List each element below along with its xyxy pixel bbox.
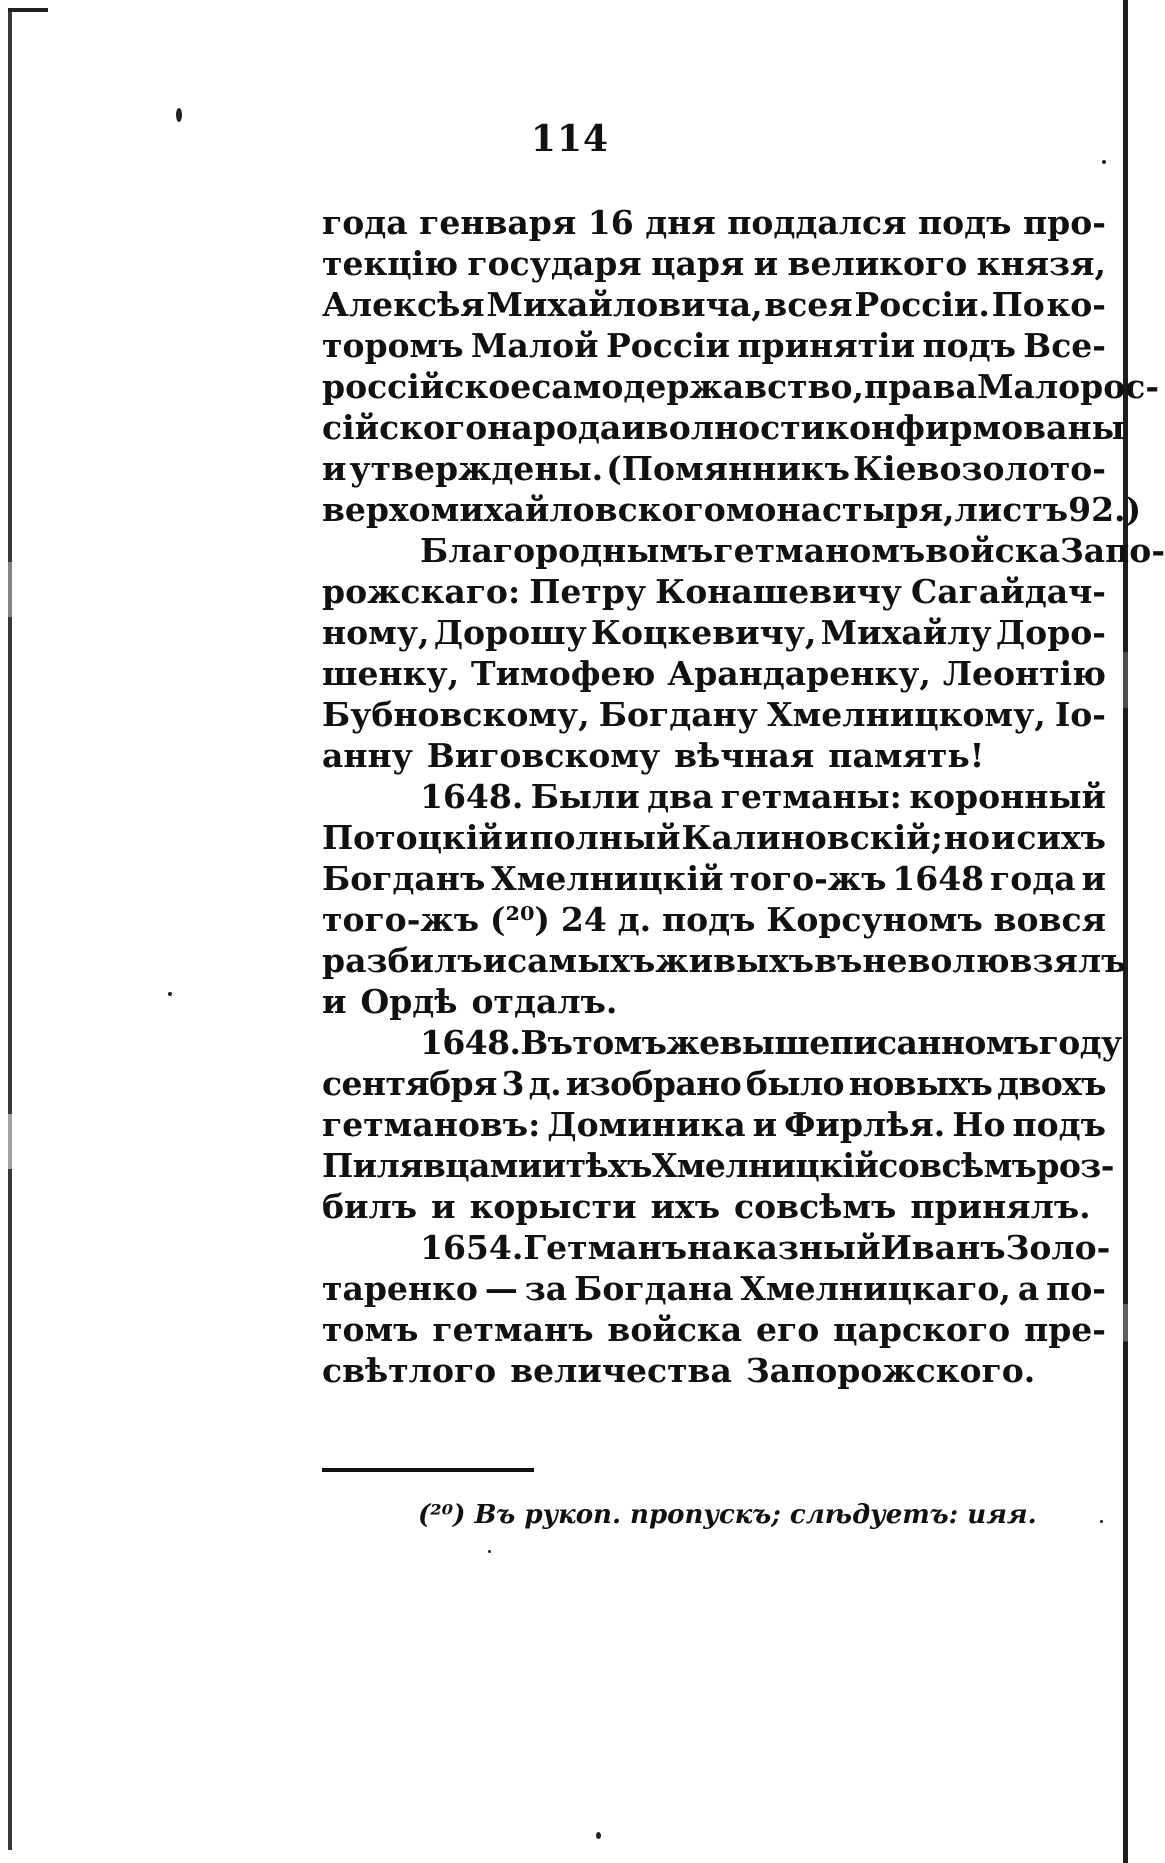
word: томъ (572, 1023, 667, 1062)
scan-edge-left (8, 10, 12, 1850)
word: полный (529, 818, 681, 857)
word: ихъ (650, 1187, 721, 1226)
word: гетманы: (720, 777, 902, 816)
word: государя (467, 244, 642, 283)
word: Малорос- (976, 367, 1160, 406)
word: Все- (1023, 326, 1106, 365)
word: верхомихайловского (322, 490, 726, 529)
word: д. (617, 900, 652, 939)
word: шенку, (322, 654, 460, 693)
word: Потоцкій (322, 818, 503, 857)
word: подъ (1012, 1105, 1106, 1144)
word: текцію (322, 244, 459, 283)
word: неволю (862, 941, 1010, 980)
word: Хмелницкій (651, 1146, 879, 1185)
word: подъ (661, 900, 756, 939)
word: корысти (469, 1187, 637, 1226)
word: за (524, 1269, 568, 1308)
word: 1648. (420, 777, 524, 816)
word: листъ (954, 490, 1069, 529)
word: и (1081, 859, 1106, 898)
word: Въ (520, 1023, 573, 1062)
word: принятіи (737, 326, 916, 365)
text-line (322, 694, 1106, 735)
word: самыхъ (507, 941, 656, 980)
word: Хмелницкому, (767, 695, 1046, 734)
text-line (322, 1268, 1106, 1309)
word: и (482, 941, 508, 980)
text-line (322, 407, 1125, 448)
word: Но (952, 1105, 1006, 1144)
word: народа (487, 408, 622, 447)
text-line (322, 1309, 1106, 1350)
word: дня (645, 203, 716, 242)
word: Бубновскому, (322, 695, 590, 734)
word: (²⁰) (489, 900, 551, 939)
word: вѣчная (674, 736, 815, 775)
word: россійское (322, 367, 532, 406)
word: самодержавство, (531, 367, 865, 406)
word: Были (530, 777, 640, 816)
word: 1654. (420, 1228, 524, 1267)
word: и (322, 982, 347, 1021)
word: Гетманъ (523, 1228, 688, 1267)
word: Михайлу (820, 613, 992, 652)
word: Иванъ (880, 1228, 1006, 1267)
word: Богдану (598, 695, 758, 734)
word: Богдана (574, 1269, 734, 1308)
word: царя (651, 244, 745, 283)
word: права (864, 367, 977, 406)
word: пре- (1024, 1310, 1106, 1349)
word: Россіи. (854, 285, 990, 324)
word: рожскаго: (322, 572, 521, 611)
word: того-жъ (322, 900, 480, 939)
word: изобрано (565, 1064, 742, 1103)
word: Богданъ (322, 859, 486, 898)
text-line (322, 284, 1106, 325)
word: Арандаренку, (667, 654, 931, 693)
text-line (322, 612, 1106, 653)
word: принялъ. (910, 1187, 1091, 1226)
word: По (991, 285, 1045, 324)
word: было (745, 1064, 844, 1103)
text-line (322, 735, 1106, 776)
word: монастыря, (725, 490, 955, 529)
word: царского (833, 1310, 1011, 1349)
word: Благороднымъ (420, 531, 714, 570)
word: года (322, 203, 408, 242)
word: свѣтлого (322, 1351, 497, 1390)
word: Фирлѣя. (784, 1105, 946, 1144)
text-line (322, 940, 1127, 981)
word: великого (787, 244, 968, 283)
word: совсѣмъ (734, 1187, 897, 1226)
word: роз- (1036, 1146, 1114, 1185)
word: князя, (976, 244, 1106, 283)
word: новыхъ (848, 1064, 993, 1103)
text-line (322, 1227, 1111, 1268)
text-line (322, 817, 1106, 858)
word: двохъ (997, 1064, 1106, 1103)
scan-speck (488, 1550, 491, 1553)
word: Калиновскій; (681, 818, 943, 857)
word: — (484, 1269, 518, 1308)
scan-speck (596, 1832, 601, 1839)
word: Хмелницкій (491, 859, 724, 898)
word: взялъ (1009, 941, 1127, 980)
text-line (322, 1350, 1106, 1391)
word: ному, (322, 613, 430, 652)
text-line (322, 571, 1106, 612)
word: Кіевозолото- (853, 449, 1106, 488)
page-number: 114 (530, 118, 610, 160)
word: Конашевичу (655, 572, 902, 611)
word: Доминика (547, 1105, 746, 1144)
word: войска (925, 531, 1060, 570)
word: анну (322, 736, 413, 775)
word: Доро- (995, 613, 1106, 652)
word: Петру (529, 572, 647, 611)
scan-edge-right (1123, 0, 1128, 1863)
word: а (1017, 1269, 1040, 1308)
word: гетманъ (432, 1310, 594, 1349)
scan-speck (168, 992, 172, 996)
text-line (322, 489, 1142, 530)
word: Запорожского. (745, 1351, 1036, 1390)
word: Іо- (1054, 695, 1106, 734)
word: 16 (587, 203, 634, 242)
word: же (666, 1023, 720, 1062)
word: Сагайдач- (911, 572, 1106, 611)
word: и (322, 449, 347, 488)
word: билъ (322, 1187, 418, 1226)
text-line (322, 202, 1106, 243)
word: Корсуномъ (766, 900, 983, 939)
word: Россіи (605, 326, 730, 365)
text-line (322, 1063, 1106, 1104)
word: вовся (993, 900, 1106, 939)
scan-edge-top (8, 8, 48, 12)
word: томъ (322, 1310, 419, 1349)
word: Виговскому (426, 736, 661, 775)
word: гетманомъ (713, 531, 926, 570)
text-line (322, 1186, 1106, 1227)
word: разбилъ (322, 941, 483, 980)
word: и (753, 244, 779, 283)
word: по- (1046, 1269, 1106, 1308)
word: Коцкевичу, (590, 613, 817, 652)
word: Малой (470, 326, 599, 365)
footnote (418, 1500, 1037, 1530)
word: Пилявцами (322, 1146, 542, 1185)
text-line (322, 243, 1106, 284)
word: торомъ (322, 326, 464, 365)
word: года (990, 859, 1076, 898)
word: Ордѣ (360, 982, 458, 1021)
word: совсѣмъ (878, 1146, 1037, 1185)
word: 1648 (892, 859, 985, 898)
word: утверждены. (349, 449, 604, 488)
word: Запо- (1059, 531, 1165, 570)
word: поддался (727, 203, 907, 242)
word: сихъ (1016, 818, 1106, 857)
word: Леонтію (942, 654, 1106, 693)
word: д. (528, 1064, 561, 1103)
word: Михайловича, (486, 285, 763, 324)
word: году (1038, 1023, 1122, 1062)
word: всея (764, 285, 853, 324)
word: и (752, 1105, 778, 1144)
word: и (621, 408, 646, 447)
word: сентября (322, 1064, 497, 1103)
word: войска (607, 1310, 743, 1349)
word: наказный (687, 1228, 881, 1267)
word: его (756, 1310, 820, 1349)
word: 24 (560, 900, 607, 939)
text-line (322, 653, 1106, 694)
scan-speck (1102, 160, 1106, 164)
footnote-rule (322, 1468, 534, 1472)
text-line (322, 776, 1106, 817)
footnote-marker: (²⁰) (418, 1500, 466, 1530)
word: Дорошу (433, 613, 587, 652)
text-line (322, 1022, 1122, 1063)
word: волности (645, 408, 826, 447)
word: и (541, 1146, 566, 1185)
text-line (322, 325, 1106, 366)
word: того-жъ (729, 859, 887, 898)
word: величества (510, 1351, 732, 1390)
text-line (322, 858, 1106, 899)
word: и (431, 1187, 456, 1226)
word: ко- (1046, 285, 1106, 324)
text-line (322, 530, 1165, 571)
scan-speck (1100, 1520, 1103, 1523)
word: въ (814, 941, 863, 980)
word: тѣхъ (565, 1146, 652, 1185)
text-line (322, 981, 1106, 1022)
word: Тимофею (471, 654, 656, 693)
word: про- (1023, 203, 1106, 242)
word: но (943, 818, 990, 857)
word: живыхъ (655, 941, 815, 980)
text-line (322, 1145, 1114, 1186)
text-line (322, 366, 1160, 407)
footnote-text: Въ рукоп. пропускъ; слѣдуетъ: ияя. (474, 1500, 1037, 1530)
word: Алексѣя (322, 285, 485, 324)
text-line (322, 448, 1106, 489)
word: сійского (322, 408, 488, 447)
word: Золо- (1005, 1228, 1111, 1267)
word: таренко (322, 1269, 478, 1308)
word: конфирмованы (825, 408, 1125, 447)
word: вышеписанномъ (719, 1023, 1039, 1062)
word: 3 (501, 1064, 524, 1103)
word: 92.) (1068, 490, 1142, 529)
text-line (322, 1104, 1106, 1145)
word: память! (828, 736, 985, 775)
word: и (990, 818, 1016, 857)
word: отдалъ. (471, 982, 618, 1021)
text-line (322, 899, 1106, 940)
word: два (647, 777, 714, 816)
word: подъ (918, 203, 1012, 242)
body-text (322, 202, 1165, 1391)
word: (Помянникъ (606, 449, 850, 488)
word: генваря (419, 203, 577, 242)
word: коронный (909, 777, 1106, 816)
word: подъ (922, 326, 1016, 365)
word: Хмелницкаго, (740, 1269, 1011, 1308)
word: и (503, 818, 529, 857)
word: 1648. (420, 1023, 521, 1062)
word: гетмановъ: (322, 1105, 541, 1144)
